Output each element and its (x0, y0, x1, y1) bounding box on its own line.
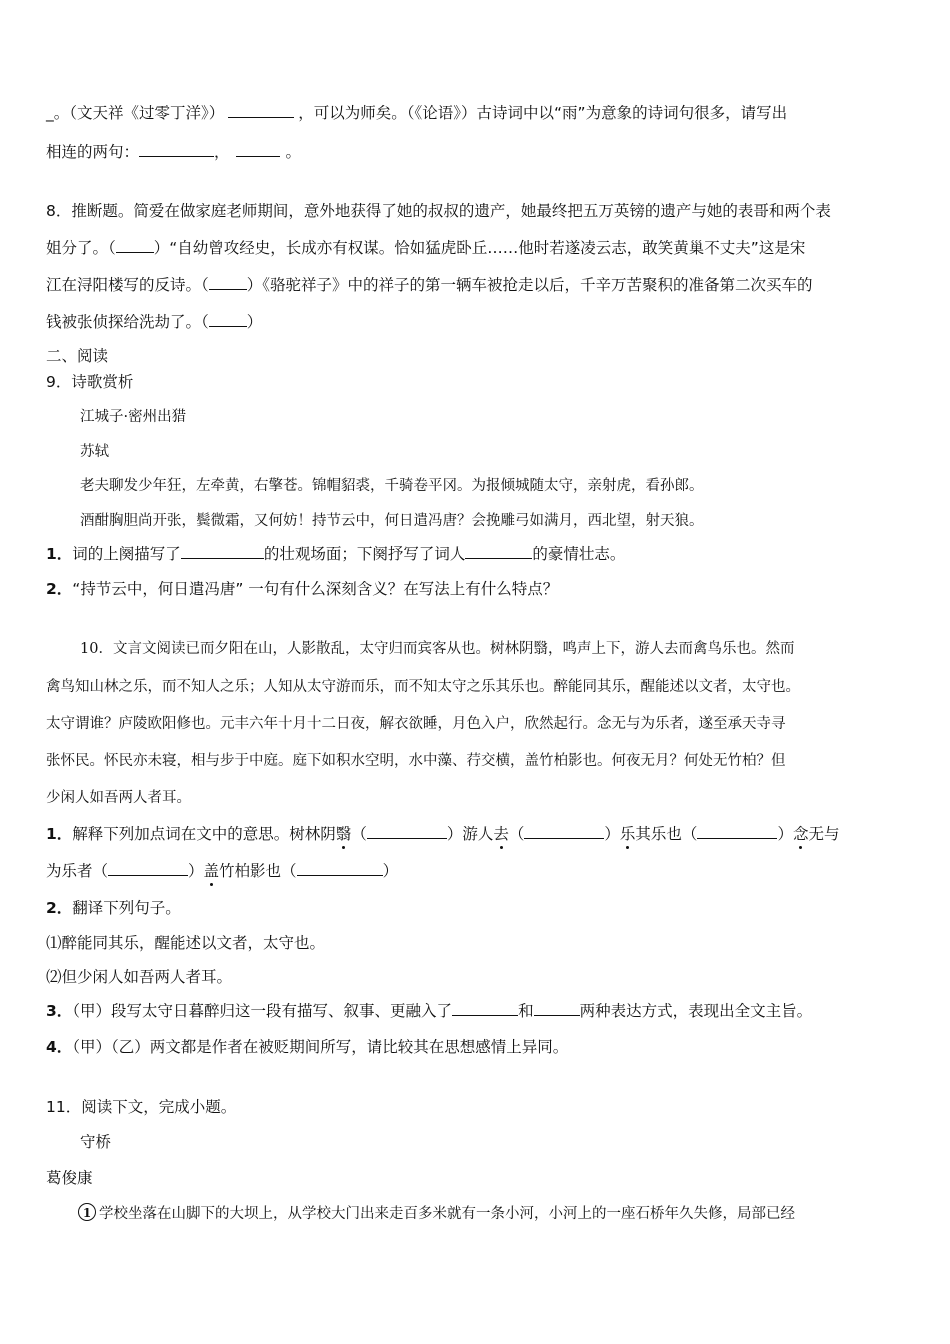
q10-sub-4 (46, 1036, 568, 1058)
q9-sub-1 (46, 543, 625, 565)
q10-sub-1-text-h: 无与 (808, 825, 840, 843)
q10-blank-1[interactable] (367, 824, 447, 839)
q10-passage-line-2: 禽鸟知山林之乐，而不知人之乐；人知从太守游而乐，而不知太守之乐其乐也。醉能同其乐，醒能述以文者，太守也。 (46, 679, 800, 695)
q10-passage-line-4: 张怀民。怀民亦未寝，相与步于中庭。庭下如积水空明，水中藻、荇交横，盖竹柏影也。何夜无月？何处无竹柏？但 (46, 753, 786, 769)
q10-blank-4[interactable] (108, 861, 188, 876)
q10-sub-1b-text-a: 为乐者（ (46, 862, 109, 880)
q10-sub-3-text-b: 和 (518, 1002, 534, 1020)
dotted-word-yi: 翳 (335, 825, 352, 843)
q10-sub-2-item-1: ⑴醉能同其乐，醒能述以文者，太守也。 (46, 934, 326, 952)
q10-sub-1-text-a: 解释下列加点词在文中的意思。树林阴 (72, 825, 336, 843)
q10-passage-line-1: 10．文言文阅读已而夕阳在山，人影散乱，太守归而宾客从也。树林阴翳，鸣声上下，游人去而禽鸟乐也。然而 (80, 641, 795, 657)
q7-text-c: 相连的两句： (46, 143, 140, 161)
q9-sub-1-text-c: 的豪情壮志。 (532, 545, 626, 563)
q7-blank-3[interactable] (236, 142, 280, 157)
q10-sub-1-text-b: （ (351, 825, 367, 843)
dotted-word-qu: 去 (493, 825, 509, 843)
q10-sub-2-text: 翻译下列句子。 (72, 899, 181, 917)
paragraph-number-badge: 1 (78, 1203, 96, 1221)
q9-sub-1-text-b: 的壮观场面；下阕抒写了词人 (263, 545, 466, 563)
q10-sub-1-cont (46, 860, 398, 882)
q8-blank-3[interactable] (209, 312, 247, 327)
q10-sub-2 (46, 897, 181, 919)
essay-paragraph-1 (78, 1203, 795, 1225)
essay-author: 葛俊康 (46, 1169, 93, 1187)
q7-text-a: _。（文天祥《过零丁洋》） (46, 104, 225, 122)
q9-sub-2 (46, 578, 558, 600)
q10-sub-1-text-g: ） (777, 825, 793, 843)
q10-sub-1-text-c: ）游人 (446, 825, 494, 843)
q9-title: 9．诗歌赏析 (46, 373, 134, 391)
q10-sub-1b-text-b: ） (188, 862, 204, 880)
section-title-reading: 二、阅读 (46, 347, 109, 365)
dotted-word-gai: 盖 (203, 862, 220, 880)
q10-sub-1-text-f: 其乐也（ (635, 825, 698, 843)
q10-sub-2-number: 2． (46, 899, 73, 917)
q10-blank-2[interactable] (524, 824, 604, 839)
q10-blank-3[interactable] (697, 824, 777, 839)
q8-blank-2[interactable] (209, 275, 247, 290)
q9-sub-2-text: “持节云中，何日遣冯唐” 一句有什么深刻含义？在写法上有什么特点？ (72, 580, 559, 598)
poem-line-2: 酒酣胸胆尚开张，鬓微霜，又何妨！持节云中，何日遣冯唐？会挽雕弓如满月，西北望，射天狼。 (80, 513, 704, 529)
q8-text-c: 江在浔阳楼写的反诗。（ (46, 276, 209, 294)
q10-sub-3 (46, 1000, 812, 1022)
q10-blank-7[interactable] (534, 1001, 580, 1016)
q10-passage-line-3: 太守谓谁？庐陵欧阳修也。元丰六年十月十二日夜，解衣欲睡，月色入户，欣然起行。念无与为乐者，遂至承天寺寻 (46, 716, 786, 732)
q10-sub-1b-text-c: 竹柏影也（ (219, 862, 297, 880)
q7-blank-2[interactable] (139, 142, 214, 157)
q11-title: 11．阅读下文，完成小题。 (46, 1098, 237, 1116)
essay-title: 守桥 (80, 1133, 112, 1151)
q9-blank-2[interactable] (465, 544, 532, 559)
q8-blank-1[interactable] (116, 238, 154, 253)
poem-title: 江城子·密州出猎 (80, 409, 187, 425)
q8-line-1: 8．推断题。简爱在做家庭老师期间，意外地获得了她的叔叔的遗产，她最终把五万英镑的遗产与她的表哥和两个表 (46, 202, 831, 220)
q10-sub-4-number: 4． (46, 1038, 73, 1056)
q10-sub-1-text-d: （ (508, 825, 525, 843)
q10-sub-3-number: 3． (46, 1002, 73, 1020)
q9-sub-1-text-a: 词的上阕描写了 (72, 545, 181, 563)
q8-text-a: 姐分了。（ (46, 239, 116, 257)
poem-line-1: 老夫聊发少年狂，左牵黄，右擎苍。锦帽貂裘，千骑卷平冈。为报倾城随太守，亲射虎，看孙郎。 (80, 478, 704, 494)
q9-blank-1[interactable] (181, 544, 264, 559)
q7-text-b: ，可以为师矣。（《论语》）古诗词中以“雨”为意象的诗词句很多，请写出 (298, 104, 788, 122)
q10-sub-1-text-e: ） (604, 825, 620, 843)
q8-text-b: ）“自幼曾攻经史，长成亦有权谋。恰如猛虎卧丘……他时若遂凌云志，敢笑黄巢不丈夫”这是宋 (153, 239, 806, 257)
q8-line-3 (46, 274, 813, 296)
q8-text-e: 钱被张侦探给洗劫了。（ (46, 313, 209, 331)
poem-author: 苏轼 (80, 444, 109, 460)
q10-passage-line-5: 少闲人如吾两人者耳。 (46, 790, 191, 806)
q10-sub-3-text-c: 两种表达方式，表现出全文主旨。 (579, 1002, 813, 1020)
q10-sub-3-text-a: （甲）段写太守日暮醉归这一段有描写、叙事、更融入了 (72, 1002, 453, 1020)
dotted-word-le: 乐 (619, 825, 636, 843)
q8-line-4 (46, 311, 262, 333)
q8-text-f: ） (246, 313, 263, 331)
q9-sub-2-number: 2． (46, 580, 73, 598)
q7-line-1 (46, 102, 787, 124)
dotted-word-nian: 念 (792, 825, 809, 843)
q7-line-2 (46, 141, 301, 163)
q9-sub-1-number: 1． (46, 545, 73, 563)
q10-sub-2-item-2: ⑵但少闲人如吾两人者耳。 (46, 968, 233, 986)
q7-blank-1[interactable] (228, 103, 294, 118)
q10-sub-1-number: 1． (46, 825, 73, 843)
q10-blank-5[interactable] (297, 861, 383, 876)
q7-text-d: ， (214, 143, 230, 161)
q10-sub-1 (46, 823, 839, 845)
q10-sub-4-text: （甲）（乙）两文都是作者在被贬期间所写，请比较其在思想感情上异同。 (72, 1038, 569, 1056)
q7-text-e: 。 (285, 143, 302, 161)
q10-sub-1b-text-d: ） (382, 862, 399, 880)
q8-line-2 (46, 237, 805, 259)
essay-paragraph-1-text: 学校坐落在山脚下的大坝上，从学校大门出来走百多米就有一条小河，小河上的一座石桥年久失修，局部已经 (99, 1206, 795, 1222)
q8-text-d: ）《骆驼祥子》中的祥子的第一辆车被抢走以后，千辛万苦聚积的准备第二次买车的 (246, 276, 813, 294)
q10-blank-6[interactable] (452, 1001, 518, 1016)
